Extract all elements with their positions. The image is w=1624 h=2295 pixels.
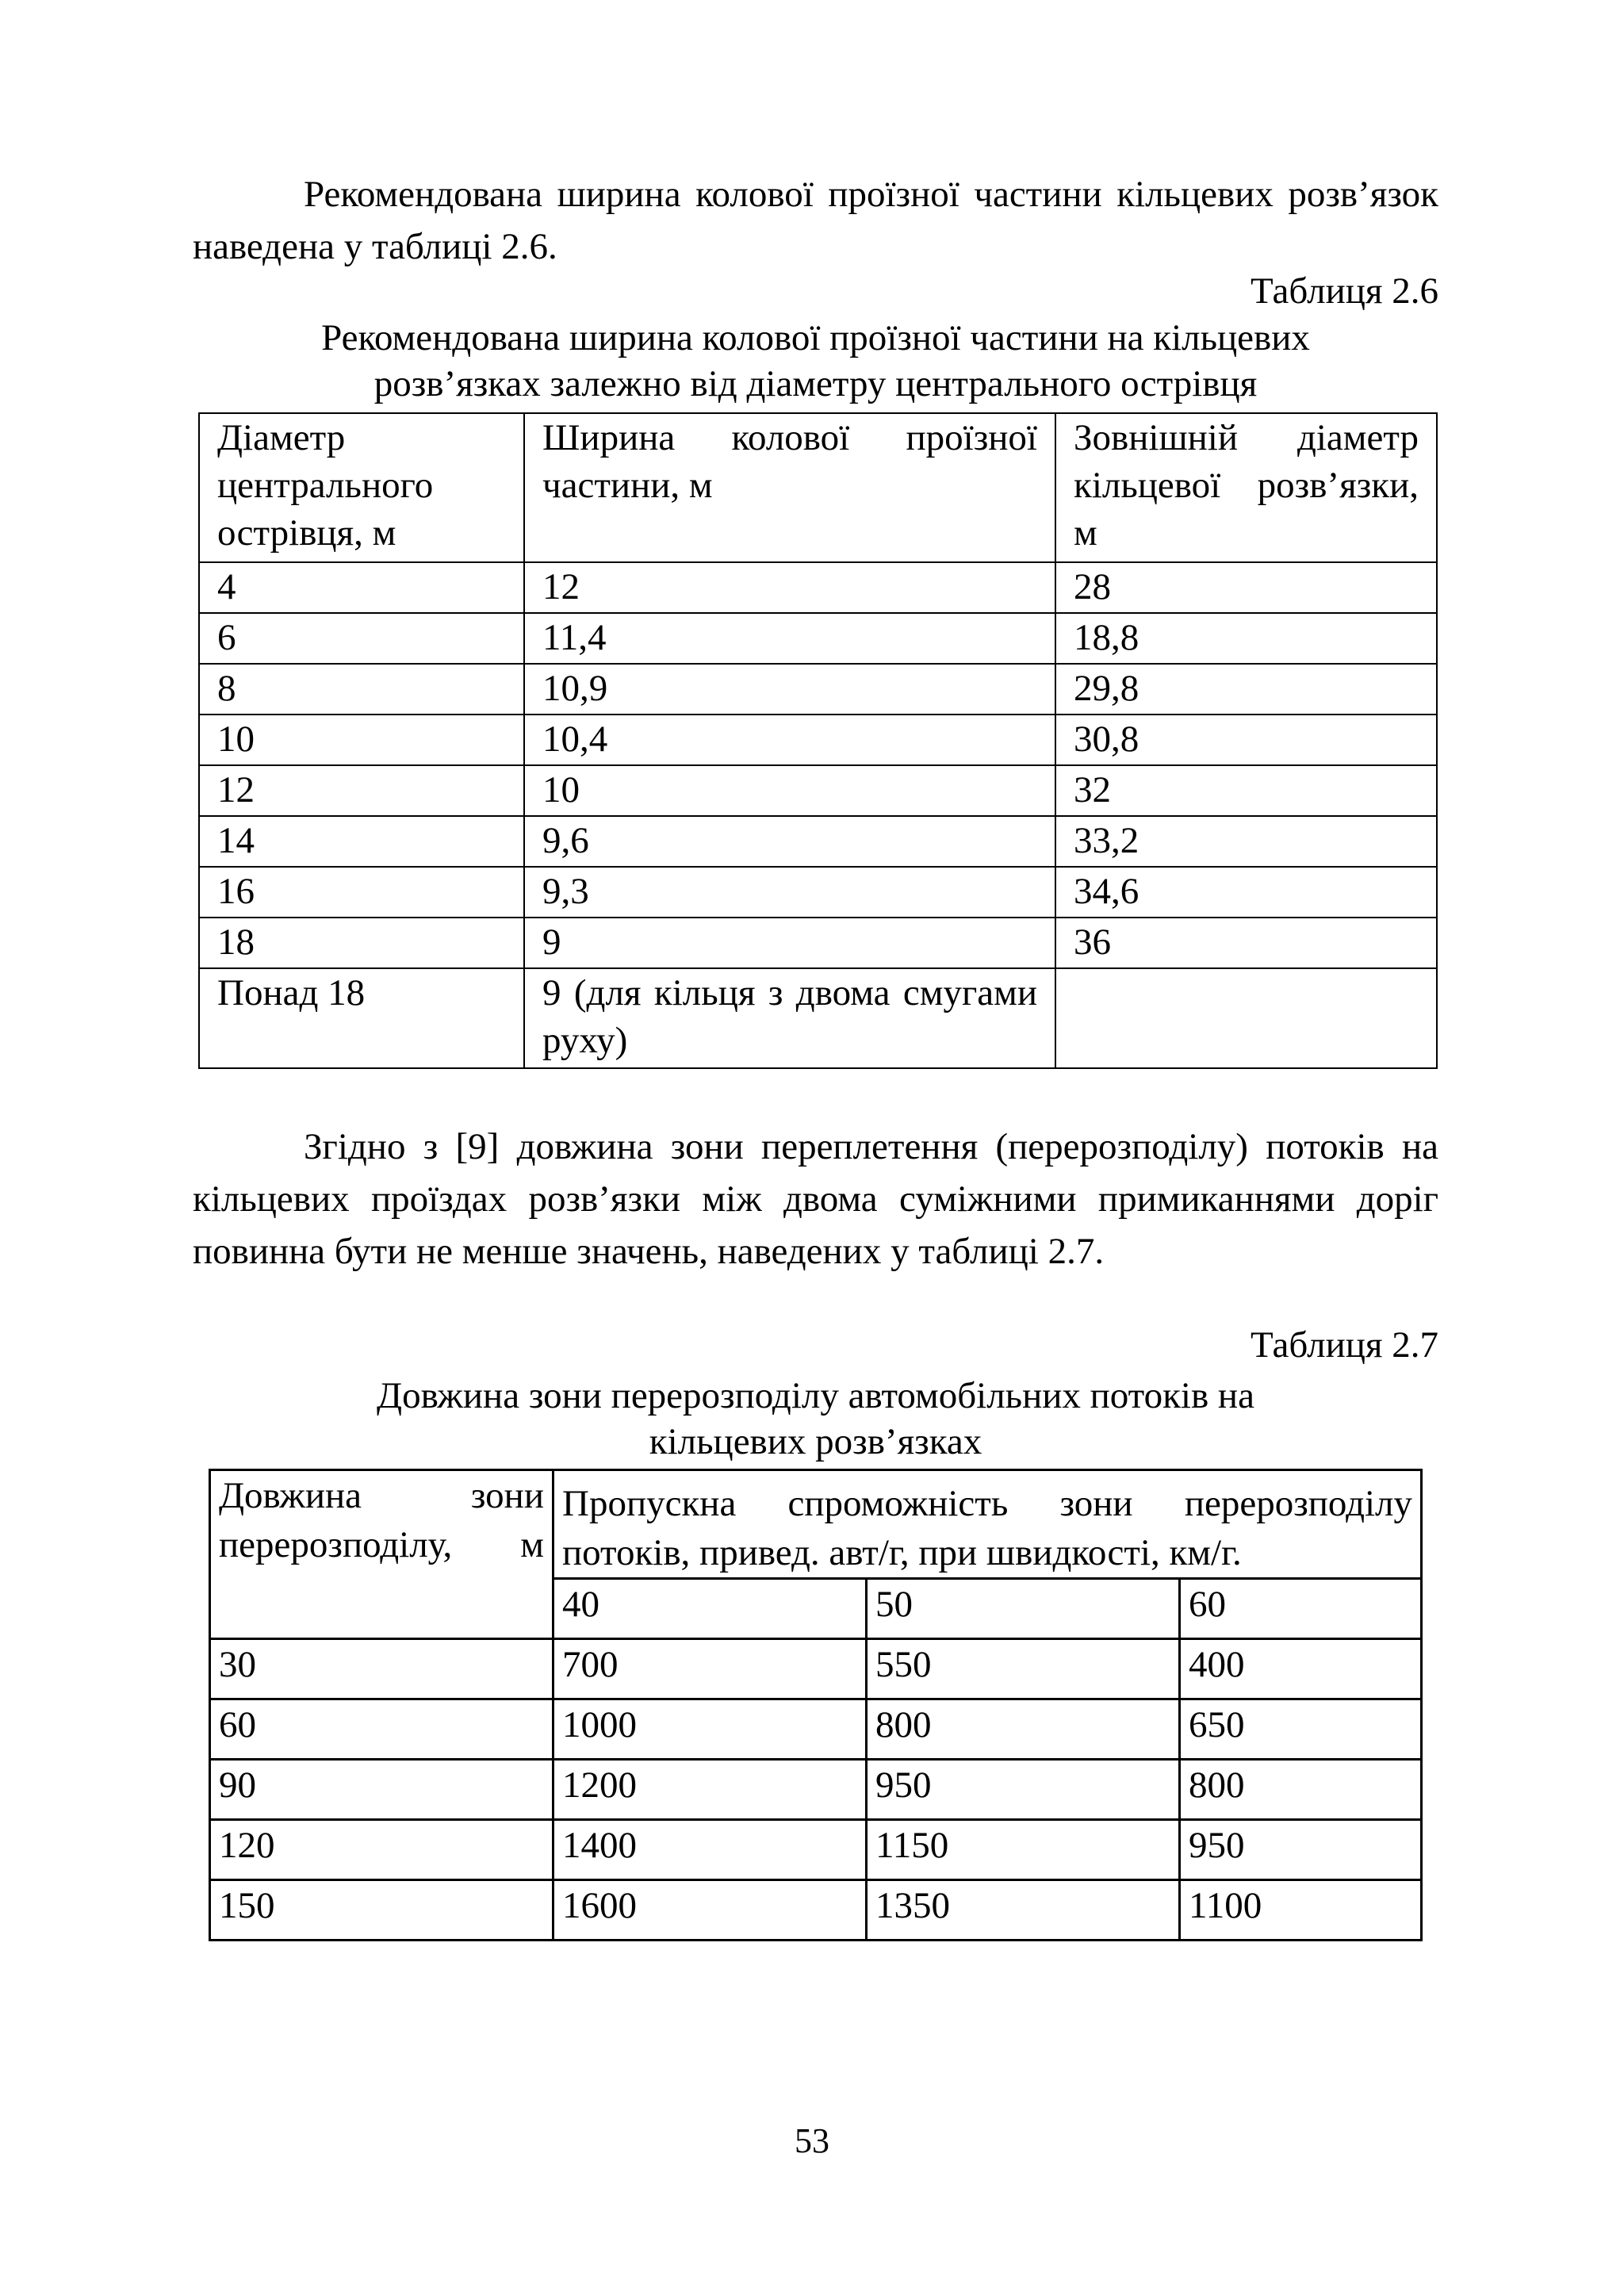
header-cell-capacity: Пропускна спроможність зони перерозподілу потоків, привед. авт/г, при швидкості, км/г.	[553, 1470, 1422, 1579]
table-cell: 550	[867, 1639, 1180, 1699]
table-cell: 9,3	[524, 867, 1055, 918]
header-cell-speed-40: 40	[553, 1579, 867, 1639]
table-cell: 18,8	[1055, 613, 1437, 664]
table-row	[210, 1820, 1422, 1880]
table-row	[199, 613, 1437, 664]
table-2-6-caption-line2: розв’язках залежно від діаметру центрального острівця	[373, 363, 1258, 404]
table-cell: 700	[553, 1639, 867, 1699]
header-cell-speed-60: 60	[1180, 1579, 1422, 1639]
table-row	[199, 867, 1437, 918]
table-cell: 1150	[867, 1820, 1180, 1880]
table-2-7-caption-line2: кільцевих розв’язках	[649, 1421, 982, 1462]
table-cell: 32	[1055, 765, 1437, 816]
table-cell: 800	[867, 1699, 1180, 1760]
table-row	[210, 1880, 1422, 1941]
table-cell: 29,8	[1055, 664, 1437, 715]
paragraph-intro: Рекомендована ширина колової проїзної частини кільцевих розв’язок наведена у таблиці 2.6.	[193, 174, 1438, 267]
table-cell: 28	[1055, 562, 1437, 613]
table-cell: 16	[199, 867, 524, 918]
table-cell: 950	[1180, 1820, 1422, 1880]
table-cell: 10	[524, 765, 1055, 816]
table-row	[210, 1699, 1422, 1760]
table-header-row	[199, 413, 1437, 562]
table-cell: 1200	[553, 1760, 867, 1820]
table-cell: 9 (для кільця з двома смугами руху)	[524, 968, 1055, 1068]
table-row	[210, 1639, 1422, 1699]
table-cell: 1000	[553, 1699, 867, 1760]
table-cell: 800	[1180, 1760, 1422, 1820]
table-cell: 90	[210, 1760, 553, 1820]
table-cell: 1600	[553, 1880, 867, 1941]
table-cell: 9,6	[524, 816, 1055, 867]
table-cell: 120	[210, 1820, 553, 1880]
table-cell: 9	[524, 918, 1055, 968]
table-cell: 400	[1180, 1639, 1422, 1699]
table-cell: 30	[210, 1639, 553, 1699]
table-row	[199, 664, 1437, 715]
header-cell-speed-50: 50	[867, 1579, 1180, 1639]
table-cell: Понад 18	[199, 968, 524, 1068]
table-cell: 30,8	[1055, 715, 1437, 765]
table-cell: 60	[210, 1699, 553, 1760]
table-2-6	[198, 412, 1438, 1069]
table-cell: 36	[1055, 918, 1437, 968]
table-cell: 650	[1180, 1699, 1422, 1760]
paragraph-weaving-zone: Згідно з [9] довжина зони переплетення (перерозподілу) потоків на кільцевих проїздах розв’язки між двома суміжними примиканнями доріг повинна бути не менше значень, наведених у таблиці 2.7.	[193, 1126, 1438, 1272]
table-cell: 10,9	[524, 664, 1055, 715]
header-cell-diameter: Діаметр центрального острівця, м	[199, 413, 524, 562]
table-cell: 10	[199, 715, 524, 765]
page-number: 53	[795, 2121, 829, 2160]
table-cell: 950	[867, 1760, 1180, 1820]
table-row	[199, 968, 1437, 1068]
header-cell-outer-diameter: Зовнішній діаметр кільцевої розв’язки, м	[1055, 413, 1437, 562]
table-cell: 1350	[867, 1880, 1180, 1941]
table-cell	[1055, 968, 1437, 1068]
table-cell: 12	[199, 765, 524, 816]
table-2-6-caption-line1: Рекомендована ширина колової проїзної частини на кільцевих	[321, 317, 1310, 358]
table-cell: 1100	[1180, 1880, 1422, 1941]
table-cell: 14	[199, 816, 524, 867]
table-cell: 12	[524, 562, 1055, 613]
table-row	[199, 715, 1437, 765]
table-row	[199, 562, 1437, 613]
table-2-6-label: Таблиця 2.6	[1250, 270, 1438, 312]
table-cell: 11,4	[524, 613, 1055, 664]
table-cell: 150	[210, 1880, 553, 1941]
table-cell: 10,4	[524, 715, 1055, 765]
table-header-row	[210, 1470, 1422, 1579]
table-cell: 18	[199, 918, 524, 968]
table-cell: 34,6	[1055, 867, 1437, 918]
table-2-7-label: Таблиця 2.7	[1250, 1324, 1438, 1366]
table-row	[210, 1760, 1422, 1820]
table-cell: 4	[199, 562, 524, 613]
table-cell: 8	[199, 664, 524, 715]
table-row	[199, 765, 1437, 816]
header-cell-zone-length: Довжина зони перерозподілу, м	[210, 1470, 553, 1639]
table-2-7-caption-line1: Довжина зони перерозподілу автомобільних потоків на	[377, 1375, 1254, 1416]
table-cell: 1400	[553, 1820, 867, 1880]
table-cell: 6	[199, 613, 524, 664]
table-2-7	[209, 1469, 1423, 1941]
header-cell-width: Ширина колової проїзної частини, м	[524, 413, 1055, 562]
table-row	[199, 816, 1437, 867]
table-row	[199, 918, 1437, 968]
table-cell: 33,2	[1055, 816, 1437, 867]
